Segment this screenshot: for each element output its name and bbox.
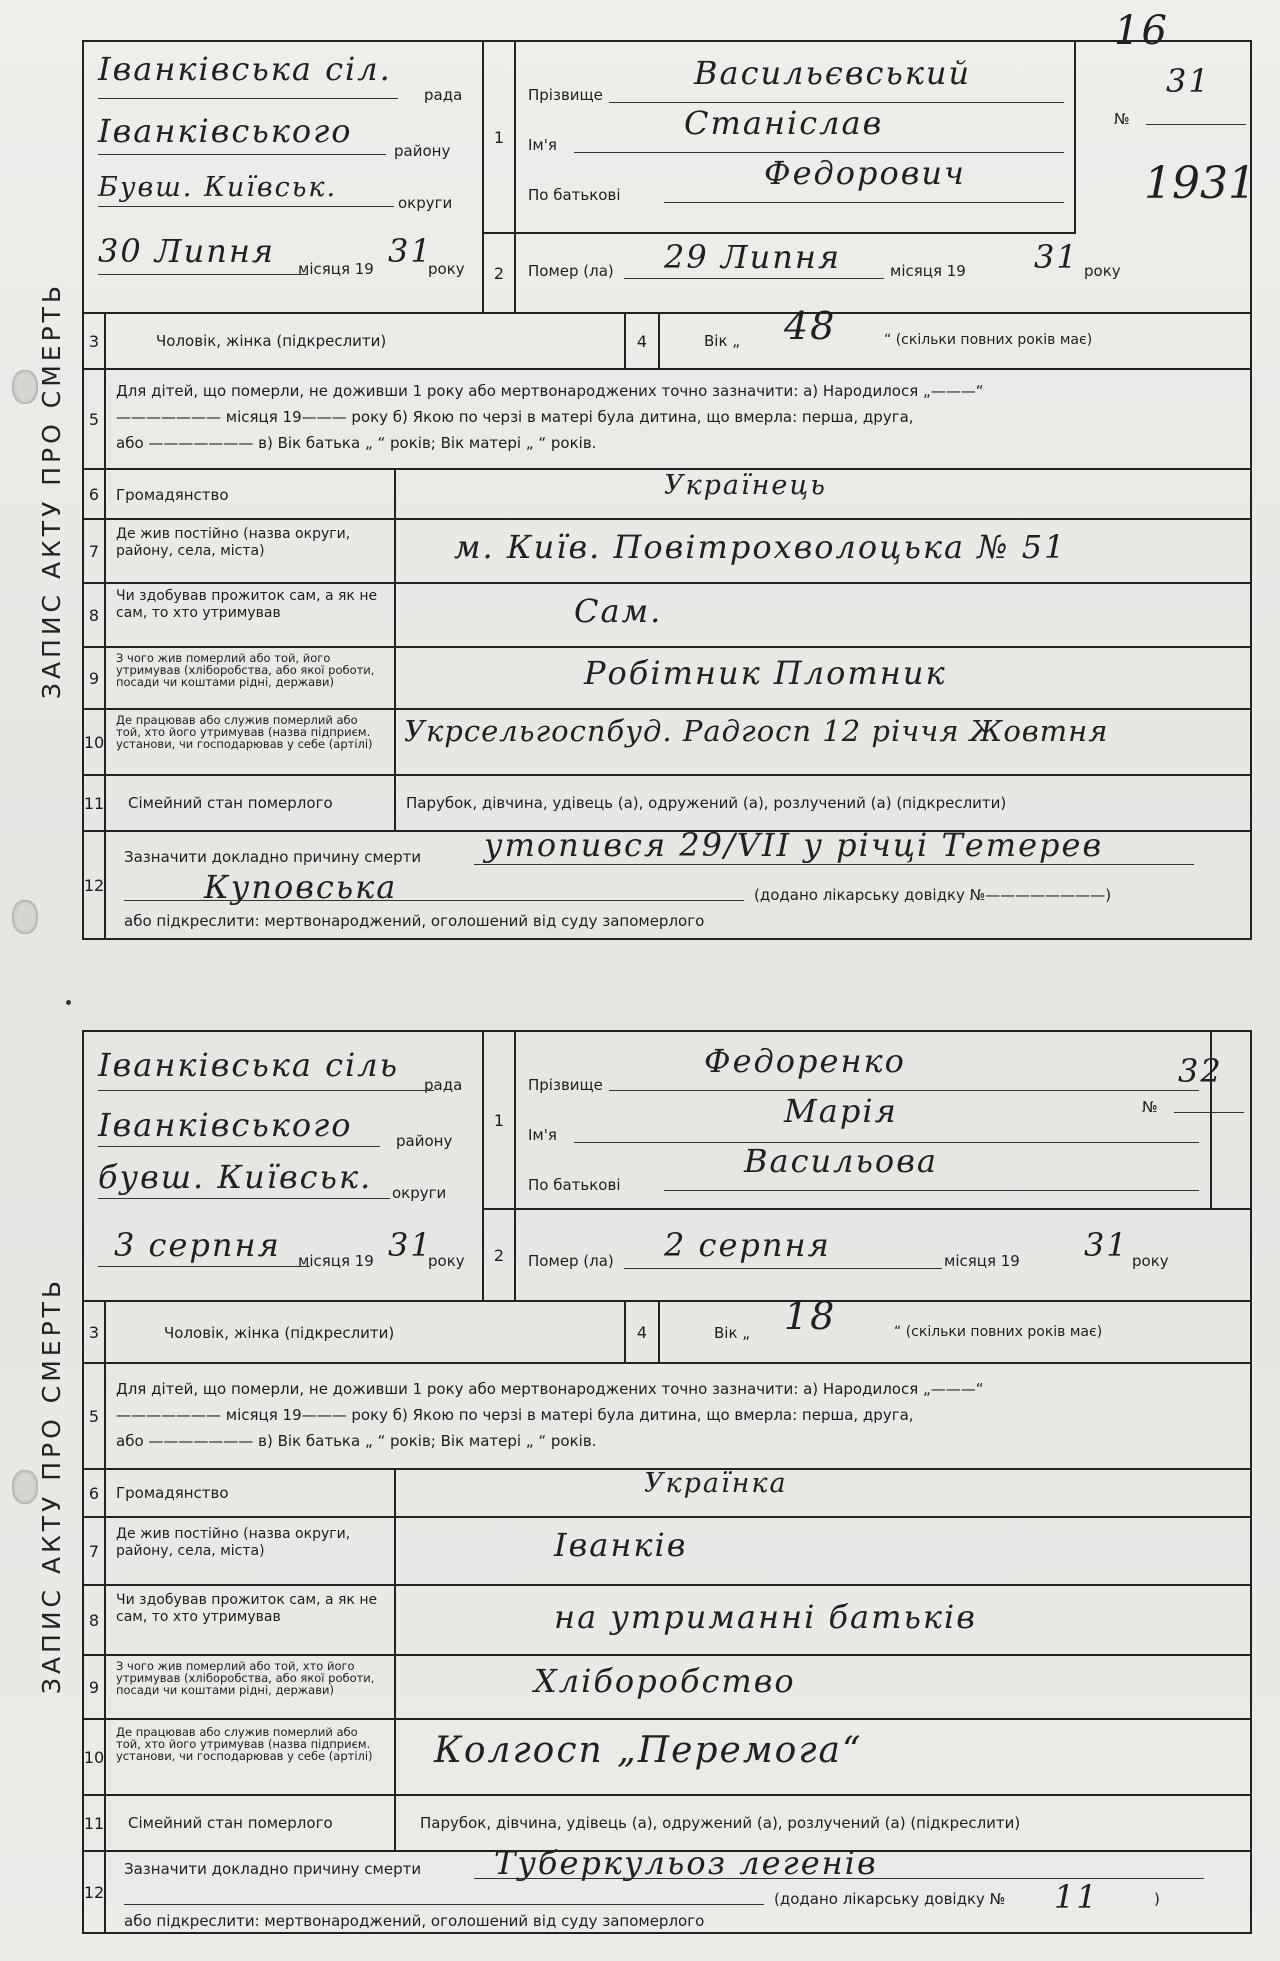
surname-label: Прізвище (528, 86, 603, 104)
marital-label: Сімейний стан померлого (128, 794, 333, 812)
row-number: 8 (84, 584, 106, 648)
age-label: Вік „ (714, 1324, 751, 1342)
number-label: № (1142, 1098, 1158, 1116)
death-year-label: року (1084, 262, 1121, 280)
name-label: Ім'я (528, 136, 557, 154)
cause-handwritten: Туберкульоз легенів (494, 1844, 878, 1882)
row-number: 4 (626, 1302, 660, 1364)
citizenship-label: Громадянство (116, 1484, 229, 1502)
citizenship-value-cell (396, 1470, 1252, 1518)
stillborn-label: або підкреслити: мертвонароджений, оголошений від суду запомерлого (124, 1912, 705, 1930)
side-title: ЗАПИС АКТУ ПРО СМЕРТЬ (37, 281, 67, 699)
workplace-label: Де працював або служив померлий або той, хто його утримував (назва підприєм. установи, чи господарював у себе (артілі) (116, 1725, 373, 1763)
livelihood-value-cell (396, 584, 1252, 648)
death-month-label: місяця 19 (944, 1252, 1020, 1270)
cause-label: Зазначити докладно причину смерти (124, 848, 422, 866)
council-handwritten: Іванківська сіль (98, 1046, 400, 1084)
occupation-handwritten: Робітник Плотник (584, 654, 947, 692)
surname-handwritten: Васильєвський (694, 54, 972, 92)
okrug-label: округи (392, 1184, 447, 1202)
stillborn-label: або підкреслити: мертвонароджений, оголошений від суду запомерлого (124, 912, 705, 930)
death-date-block (516, 234, 1252, 314)
row-number: 9 (84, 648, 106, 710)
okrug-handwritten: Бувш. Київськ. (98, 172, 338, 203)
row-number: 6 (84, 1470, 106, 1518)
number-label: № (1114, 110, 1130, 128)
row-number: 8 (84, 1586, 106, 1656)
row-number: 2 (484, 1210, 516, 1302)
workplace-handwritten: Колгосп „Перемога“ (434, 1730, 863, 1771)
sex-label: Чоловік, жінка (підкреслити) (164, 1324, 395, 1342)
row-number: 11 (84, 776, 106, 832)
workplace-label: Де працював або служив померлий або той, хто його утримував (назва підприєм. установи, чи господарював у себе (артілі) (116, 713, 373, 751)
row-number: 1 (484, 42, 516, 234)
patronymic-label: По батькові (528, 186, 621, 204)
patronymic-handwritten: Федорович (764, 154, 966, 192)
name-label: Ім'я (528, 1126, 557, 1144)
row-number: 1 (484, 1032, 516, 1210)
row-number: 11 (84, 1796, 106, 1852)
workplace-handwritten: Укрсельгоспбуд. Радгосп 12 річчя Жовтня (404, 714, 1109, 748)
livelihood-label: Чи здобував прожиток сам, а як не сам, то хто утримував (116, 1592, 378, 1625)
death-year-handwritten: 31 (1034, 238, 1079, 276)
punch-hole (12, 1470, 38, 1504)
age-label: Вік „ (704, 332, 741, 350)
doctor-certificate-note: (додано лікарську довідку № (774, 1890, 1006, 1908)
side-title: ЗАПИС АКТУ ПРО СМЕРТЬ (37, 1276, 67, 1694)
livelihood-handwritten: на утриманні батьків (554, 1598, 977, 1636)
registration-year-label: року (428, 1252, 465, 1270)
cause-handwritten: утопився 29/VII у річці Тетерев (484, 826, 1104, 864)
row-number: 9 (84, 1656, 106, 1720)
surname-label: Прізвище (528, 1076, 603, 1094)
row-number: 6 (84, 470, 106, 520)
registration-year-handwritten: 31 (388, 232, 433, 270)
marital-options: Парубок, дівчина, удівець (а), одружений (а), розлучений (а) (підкреслити) (420, 1814, 1021, 1832)
children-text: Для дітей, що померли, не доживши 1 року або мертвонароджених точно зазначити: а) Народилося „———“ ——————— місяця 19——— року б) Якою по черзі в матері була дитина, що вмерла: перша, друга, або ——————— в) Вік батька „ “ років; Вік матері „ “ років. (116, 382, 984, 452)
row-number: 2 (484, 234, 516, 314)
residence-value-cell (396, 1518, 1252, 1586)
row-number: 5 (84, 370, 106, 470)
age-note: “ (скільки повних років має) (884, 332, 1093, 348)
row-number: 10 (84, 1720, 106, 1796)
death-date-handwritten: 2 серпня (664, 1226, 831, 1264)
corner-number-handwritten: 16 (1114, 8, 1169, 54)
okrug-handwritten: бувш. Київськ. (98, 1158, 373, 1196)
punch-hole (12, 370, 38, 404)
doctor-certificate-note: (додано лікарську довідку №————————) (754, 886, 1112, 904)
citizenship-handwritten: Українка (644, 1468, 788, 1499)
row-number: 12 (84, 832, 106, 938)
registration-date-handwritten: 3 серпня (114, 1226, 281, 1264)
age-handwritten: 18 (784, 1294, 837, 1338)
row-number: 4 (626, 314, 660, 370)
name-handwritten: Станіслав (684, 104, 884, 142)
district-label: району (394, 142, 451, 160)
closing-paren: ) (1154, 1890, 1160, 1908)
marital-options: Парубок, дівчина, удівець (а), одружений (а), розлучений (а) (підкреслити) (406, 794, 1007, 812)
residence-handwritten: м. Київ. Повітрохволоцька № 51 (454, 528, 1067, 566)
death-year-label: року (1132, 1252, 1169, 1270)
children-text: Для дітей, що померли, не доживши 1 року або мертвонароджених точно зазначити: а) Народилося „———“ ——————— місяця 19——— року б) Якою по черзі в матері була дитина, що вмерла: перша, друга, або ——————— в) Вік батька „ “ років; Вік матері „ “ років. (116, 1380, 984, 1450)
corner-year-handwritten: 1931 (1144, 158, 1256, 209)
age-note: “ (скільки повних років має) (894, 1324, 1103, 1340)
death-month-label: місяця 19 (890, 262, 966, 280)
occupation-value-cell (396, 1656, 1252, 1720)
council-label: рада (424, 86, 463, 104)
registration-year-label: року (428, 260, 465, 278)
punch-hole (12, 900, 38, 934)
residence-label: Де жив постійно (назва округи, району, села, міста) (116, 526, 351, 559)
stray-mark (66, 1000, 71, 1005)
row-number: 12 (84, 1852, 106, 1932)
council-label: рада (424, 1076, 463, 1094)
residence-handwritten: Іванків (554, 1526, 688, 1564)
age-handwritten: 48 (784, 304, 837, 348)
patronymic-label: По батькові (528, 1176, 621, 1194)
death-date-handwritten: 29 Липня (664, 238, 842, 276)
row-number: 10 (84, 710, 106, 776)
district-handwritten: Іванківського (98, 112, 353, 150)
council-handwritten: Іванківська сіл. (98, 50, 392, 88)
surname-handwritten: Федоренко (704, 1042, 906, 1080)
form-grid (82, 8, 1256, 940)
registration-month-label: місяця 19 (298, 1252, 374, 1270)
okrug-label: округи (398, 194, 453, 212)
record-number-handwritten: 32 (1178, 1052, 1223, 1090)
form-grid (82, 1030, 1252, 1934)
sex-label: Чоловік, жінка (підкреслити) (156, 332, 387, 350)
name-handwritten: Марія (784, 1092, 898, 1130)
cause-handwritten-line2: Куповська (204, 868, 398, 906)
district-label: району (396, 1132, 453, 1150)
occupation-handwritten: Хліборобство (534, 1662, 796, 1700)
record-number-handwritten: 31 (1166, 62, 1211, 100)
row-number: 7 (84, 520, 106, 584)
livelihood-label: Чи здобував прожиток сам, а як не сам, то хто утримував (116, 588, 378, 621)
row-number: 7 (84, 1518, 106, 1586)
citizenship-label: Громадянство (116, 486, 229, 504)
residence-label: Де жив постійно (назва округи, району, села, міста) (116, 1526, 351, 1559)
registration-year-handwritten: 31 (388, 1226, 433, 1264)
patronymic-handwritten: Васильова (744, 1142, 938, 1180)
occupation-label: З чого жив померлий або той, хто його утримував (хліборобства, або якої роботи, посади чи коштами рідні, держави) (116, 1659, 375, 1697)
livelihood-handwritten: Сам. (574, 592, 663, 630)
registration-date-handwritten: 30 Липня (98, 232, 276, 270)
cause-label: Зазначити докладно причину смерти (124, 1860, 422, 1878)
death-record-form-31 (0, 8, 1280, 940)
died-label: Помер (ла) (528, 1252, 614, 1270)
death-year-handwritten: 31 (1084, 1226, 1129, 1264)
death-record-form-32 (0, 1030, 1280, 1940)
row-number: 3 (84, 314, 106, 370)
registration-month-label: місяця 19 (298, 260, 374, 278)
citizenship-handwritten: Українець (664, 470, 827, 501)
marital-label: Сімейний стан померлого (128, 1814, 333, 1832)
district-handwritten: Іванківського (98, 1106, 353, 1144)
died-label: Помер (ла) (528, 262, 614, 280)
occupation-label: З чого жив померлий або той, його утримував (хліборобства, або якої роботи, посади чи коштами рідні, держави) (116, 651, 375, 689)
row-number: 5 (84, 1364, 106, 1470)
doctor-certificate-number-handwritten: 11 (1054, 1878, 1099, 1916)
row-number: 3 (84, 1302, 106, 1364)
